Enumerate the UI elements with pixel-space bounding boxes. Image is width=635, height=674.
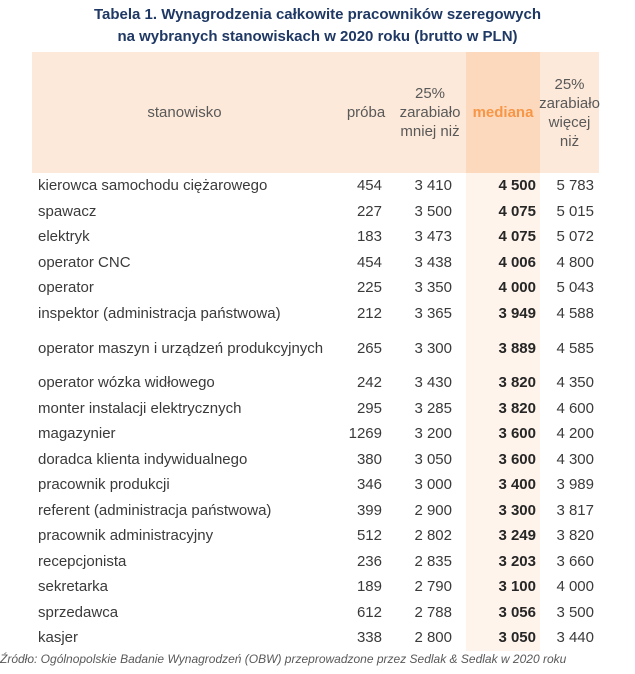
row-mediana: 3 300 xyxy=(498,501,536,519)
row-p25: 3 430 xyxy=(414,374,452,392)
row-p25: 2 835 xyxy=(414,552,452,570)
row-proba: 236 xyxy=(356,552,382,570)
row-p25: 3 000 xyxy=(414,476,452,494)
row-mediana: 3 100 xyxy=(498,578,536,596)
row-p75: 5 072 xyxy=(556,228,594,246)
table-row xyxy=(32,498,599,524)
header-mediana: mediana xyxy=(466,52,540,173)
header-p25: 25% zarabiało mniej niż xyxy=(399,85,461,140)
table-row xyxy=(32,549,599,575)
row-proba: 454 xyxy=(356,177,382,195)
title-line-2: na wybranych stanowiskach w 2020 roku (brutto w PLN) xyxy=(117,28,518,45)
row-proba: 183 xyxy=(356,228,382,246)
row-mediana: 3 820 xyxy=(498,374,536,392)
row-mediana: 3 600 xyxy=(498,425,536,443)
row-stanowisko: monter instalacji elektrycznych xyxy=(38,399,242,417)
table-row xyxy=(32,625,599,651)
row-p25: 3 350 xyxy=(414,279,452,297)
row-stanowisko: sekretarka xyxy=(38,578,109,596)
row-stanowisko: operator wózka widłowego xyxy=(38,374,215,392)
row-stanowisko: pracownik administracyjny xyxy=(38,527,214,545)
table-row xyxy=(32,199,599,225)
table-row xyxy=(32,523,599,549)
row-mediana: 4 006 xyxy=(498,253,536,271)
row-stanowisko: pracownik produkcji xyxy=(38,476,170,494)
table-row xyxy=(32,224,599,250)
table-row xyxy=(32,301,599,327)
row-p25: 3 300 xyxy=(414,339,452,357)
row-mediana: 3 889 xyxy=(498,339,536,357)
row-proba: 612 xyxy=(356,603,382,621)
row-mediana: 3 820 xyxy=(498,399,536,417)
salary-table xyxy=(32,52,599,651)
row-proba: 338 xyxy=(356,629,382,647)
row-stanowisko: recepcjonista xyxy=(38,552,127,570)
row-p75: 4 300 xyxy=(556,450,594,468)
row-proba: 399 xyxy=(356,501,382,519)
row-p25: 3 410 xyxy=(414,177,452,195)
table-row xyxy=(32,600,599,626)
table-row xyxy=(32,472,599,498)
header-proba: próba xyxy=(346,104,386,121)
row-mediana: 3 949 xyxy=(498,304,536,322)
table-row xyxy=(32,326,599,370)
row-stanowisko: sprzedawca xyxy=(38,603,119,621)
row-mediana: 3 056 xyxy=(498,603,536,621)
row-stanowisko: doradca klienta indywidualnego xyxy=(38,450,248,468)
row-p75: 3 817 xyxy=(556,501,594,519)
row-p25: 3 285 xyxy=(414,399,452,417)
table-title xyxy=(0,4,635,48)
row-proba: 512 xyxy=(356,527,382,545)
table-row xyxy=(32,370,599,396)
table-row xyxy=(32,250,599,276)
row-p25: 3 473 xyxy=(414,228,452,246)
row-mediana: 3 600 xyxy=(498,450,536,468)
row-stanowisko: inspektor (administracja państwowa) xyxy=(38,304,281,322)
row-mediana: 3 249 xyxy=(498,527,536,545)
row-p25: 2 800 xyxy=(414,629,452,647)
table-row xyxy=(32,396,599,422)
row-stanowisko: operator xyxy=(38,279,94,297)
row-p75: 4 800 xyxy=(556,253,594,271)
row-p75: 4 588 xyxy=(556,304,594,322)
row-p75: 5 015 xyxy=(556,202,594,220)
row-proba: 242 xyxy=(356,374,382,392)
row-stanowisko: spawacz xyxy=(38,202,97,220)
source-note: Źródło: Ogólnopolskie Badanie Wynagrodzeń (OBW) przeprowadzone przez Sedlak & Sedlak w 2020 roku xyxy=(0,652,567,666)
row-mediana: 4 500 xyxy=(498,177,536,195)
row-p75: 5 783 xyxy=(556,177,594,195)
row-mediana: 3 400 xyxy=(498,476,536,494)
row-p75: 3 989 xyxy=(556,476,594,494)
row-p25: 3 438 xyxy=(414,253,452,271)
row-proba: 227 xyxy=(356,202,382,220)
row-proba: 212 xyxy=(356,304,382,322)
row-p25: 3 500 xyxy=(414,202,452,220)
row-p25: 2 802 xyxy=(414,527,452,545)
row-proba: 380 xyxy=(356,450,382,468)
row-proba: 189 xyxy=(356,578,382,596)
row-p25: 2 790 xyxy=(414,578,452,596)
row-proba: 1269 xyxy=(348,425,382,443)
header-stanowisko: stanowisko xyxy=(147,104,222,121)
row-mediana: 4 075 xyxy=(498,228,536,246)
table-row xyxy=(32,275,599,301)
row-proba: 454 xyxy=(356,253,382,271)
row-p75: 4 600 xyxy=(556,399,594,417)
row-p75: 3 660 xyxy=(556,552,594,570)
row-proba: 265 xyxy=(356,339,382,357)
title-line-1: Tabela 1. Wynagrodzenia całkowite pracowników szeregowych xyxy=(93,6,542,23)
table-header xyxy=(32,52,599,173)
table-row xyxy=(32,173,599,199)
row-p75: 4 350 xyxy=(556,374,594,392)
table-body xyxy=(32,173,599,651)
row-p75: 3 500 xyxy=(556,603,594,621)
row-stanowisko: operator maszyn i urządzeń produkcyjnych xyxy=(38,339,324,357)
table-row xyxy=(32,447,599,473)
row-proba: 295 xyxy=(356,399,382,417)
row-proba: 346 xyxy=(356,476,382,494)
row-mediana: 4 000 xyxy=(498,279,536,297)
row-p75: 4 200 xyxy=(556,425,594,443)
row-p25: 3 200 xyxy=(414,425,452,443)
row-p25: 2 900 xyxy=(414,501,452,519)
row-p75: 3 820 xyxy=(556,527,594,545)
row-p75: 4 000 xyxy=(556,578,594,596)
row-stanowisko: kasjer xyxy=(38,629,79,647)
row-p75: 4 585 xyxy=(556,339,594,357)
row-stanowisko: kierowca samochodu ciężarowego xyxy=(38,177,268,195)
row-proba: 225 xyxy=(356,279,382,297)
header-p75: 25% zarabiało więcej niż xyxy=(539,75,600,150)
row-p75: 3 440 xyxy=(556,629,594,647)
row-mediana: 3 050 xyxy=(498,629,536,647)
row-stanowisko: referent (administracja państwowa) xyxy=(38,501,272,519)
row-stanowisko: elektryk xyxy=(38,228,90,246)
row-p75: 5 043 xyxy=(556,279,594,297)
row-mediana: 3 203 xyxy=(498,552,536,570)
row-p25: 2 788 xyxy=(414,603,452,621)
table-row xyxy=(32,421,599,447)
row-mediana: 4 075 xyxy=(498,202,536,220)
row-stanowisko: operator CNC xyxy=(38,253,131,271)
table-row xyxy=(32,574,599,600)
row-p25: 3 365 xyxy=(414,304,452,322)
row-stanowisko: magazynier xyxy=(38,425,116,443)
row-p25: 3 050 xyxy=(414,450,452,468)
